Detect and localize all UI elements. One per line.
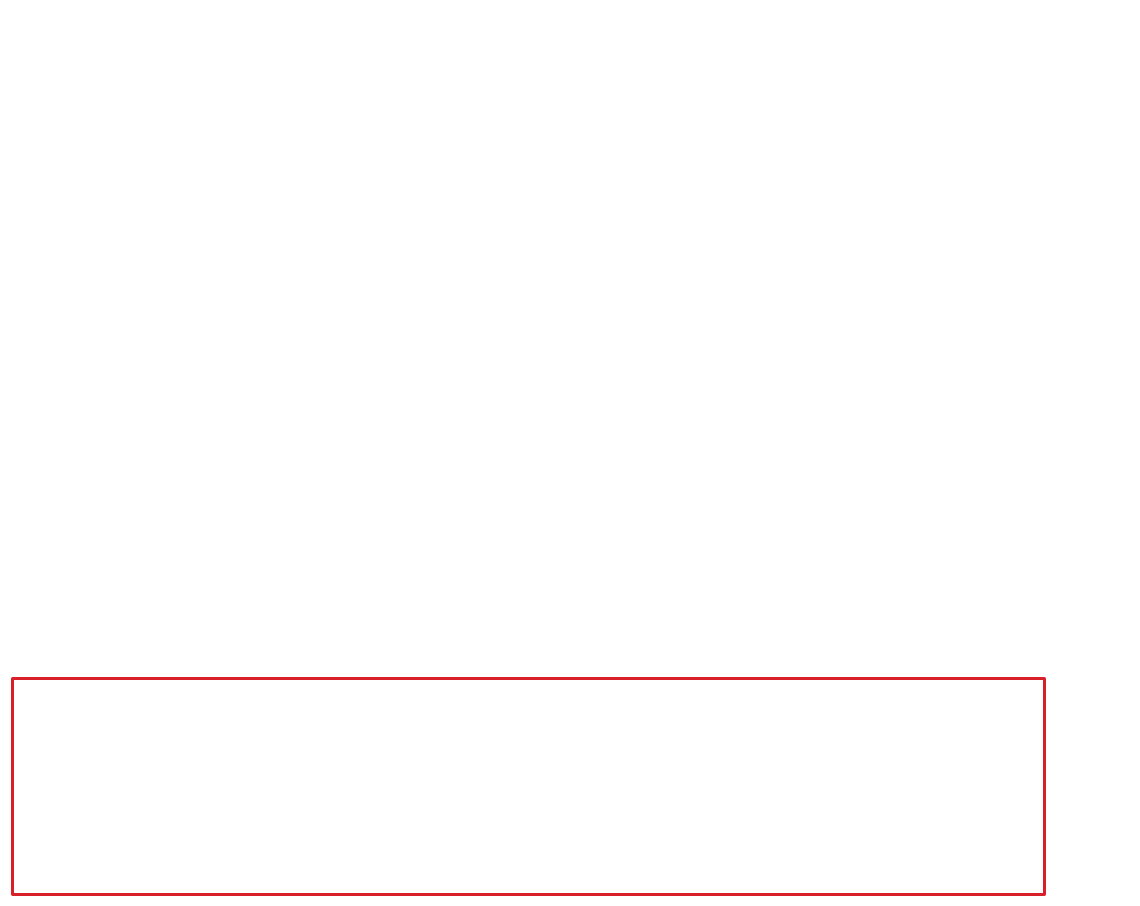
highlight-box — [11, 677, 1046, 896]
